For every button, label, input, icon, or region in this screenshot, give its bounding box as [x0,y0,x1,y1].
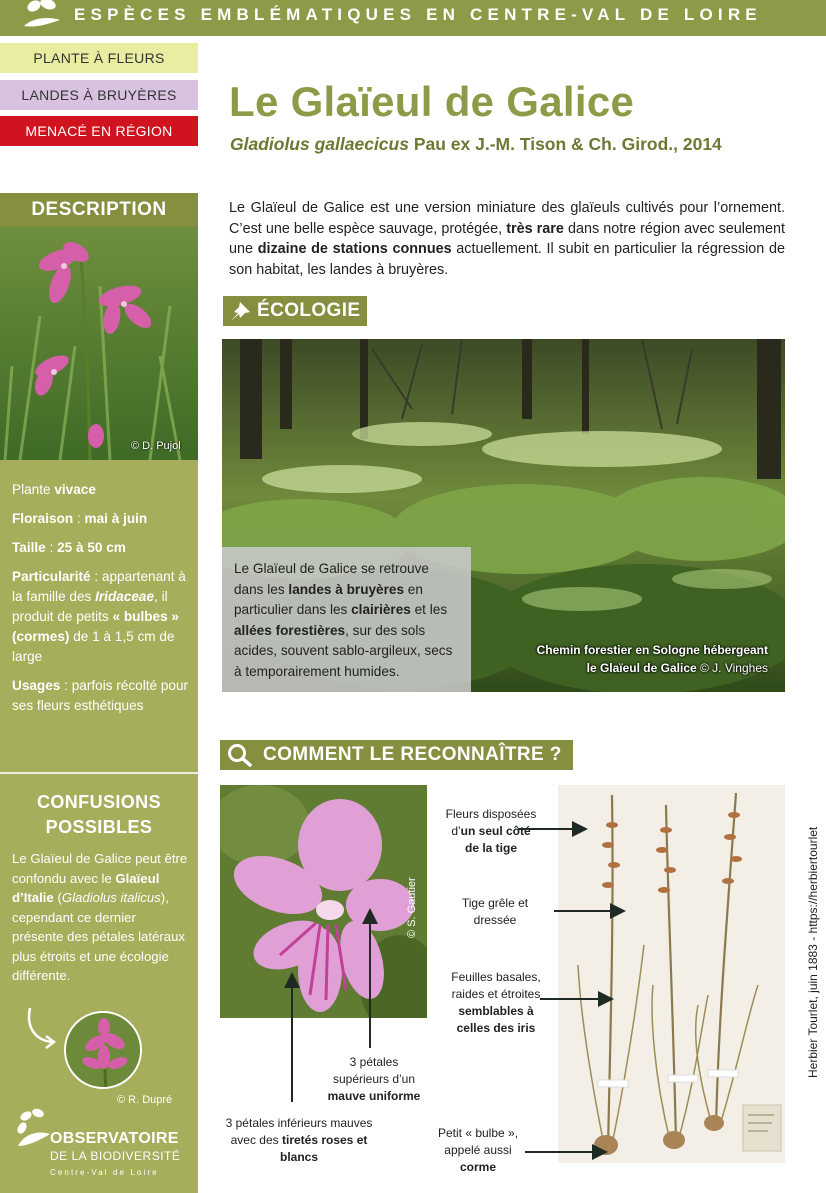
annotation-stem: Tige grêle et dressée [461,896,529,927]
flower-closeup-photo [220,785,427,1018]
tag-plant-type: PLANTE À FLEURS [0,43,198,73]
annotation-lower-petals: 3 pétales inférieurs mauves avec des tiretés roses et blancs [225,1116,373,1164]
fact-uses: Usages : parfois récolté pour ses fleurs esthétiques [12,678,189,713]
pin-icon [228,300,252,322]
recognize-title: COMMENT LE RECONNAÎTRE ? [263,744,562,765]
annotation-flowers: Fleurs disposées d’un seul côté de la tige [445,807,537,855]
gladiolus-photo [0,226,198,460]
logo-line-observatoire: OBSERVATOIRE [50,1130,179,1147]
observatoire-leaf-icon [18,0,64,36]
flower-photo-credit: © S. Gautier [406,877,418,938]
annotation-leaves: Feuilles basales, raides et étroites semblables à celles des iris [451,970,541,1035]
fact-size: Taille : 25 à 50 cm [12,540,126,555]
facts-list [12,480,190,725]
annotation-upper-petals: 3 pétales supérieurs d’un mauve uniforme [327,1055,421,1103]
description-heading: DESCRIPTION [0,193,198,226]
tag-habitat: LANDES À BRUYÈRES [0,80,198,110]
fact-flowering: Floraison : mai à juin [12,511,148,526]
fact-type: Plante vivace [12,482,96,497]
tag-status: MENACÉ EN RÉGION [0,116,198,146]
logo-line-region: Centre-Val de Loire [50,1168,159,1177]
ecology-textbox: Le Glaïeul de Galice se retrouve dans les landes à bruyères en particulier dans les clairières et les allées forestières, sur des sols acides, souvent sablo-argileux, secs à temporairement humides. [222,547,471,692]
italian-gladiolus-photo [64,1011,142,1089]
fact-particularity: Particularité : appartenant à la famille des Iridaceae, il produit de petits « bulbes » (cormes) de 1 à 1,5 cm de large [12,569,186,664]
magnifier-icon [227,743,253,767]
page-title: Le Glaïeul de Galice [229,78,635,125]
recognize-heading [220,740,573,770]
ecology-heading [223,296,367,326]
sidebar-divider [0,772,198,774]
observatoire-logo-icon [14,1106,54,1152]
confusions-heading: CONFUSIONS POSSIBLES [36,792,161,837]
logo-line-biodiversite: DE LA BIODIVERSITÉ [50,1149,181,1163]
top-banner [0,0,826,36]
banner-title: ESPÈCES EMBLÉMATIQUES EN CENTRE-VAL DE LOIRE [74,5,762,24]
herbarium-specimen [558,785,785,1163]
annotation-bulb: Petit « bulbe », appelé aussi corme [437,1126,519,1174]
scientific-name: Gladiolus gallaecicus Pau ex J.-M. Tison & Ch. Girod., 2014 [230,134,722,154]
photo-credit: © D. Pujol [131,440,181,452]
ecology-title: ÉCOLOGIE [257,300,361,321]
curved-arrow-icon [22,1006,62,1050]
confusion-photo-credit: © R. Dupré [117,1094,173,1106]
herbarium-credit: Herbier Tourlet, juin 1883 - https://herbiertourlet [806,826,820,1078]
intro-paragraph: Le Glaïeul de Galice est une version miniature des glaïeuls cultivés pour l’ornement. C’est une belle espèce sauvage, protégée, très rare dans notre région avec seulement une dizaine de stations connues actuellement. Il subit en particulier la régression de son habitat, les landes à bruyères. [229,200,785,278]
forest-caption: Chemin forestier en Sologne hébergeant le Glaïeul de Galice © J. Vinghes [536,643,768,675]
confusions-text: Le Glaïeul de Galice peut être confondu avec le Glaïeul d’Italie (Gladiolus italicus), cependant ce dernier présente des pétales latéraux plus étroits et une écologie différente. [12,851,188,983]
